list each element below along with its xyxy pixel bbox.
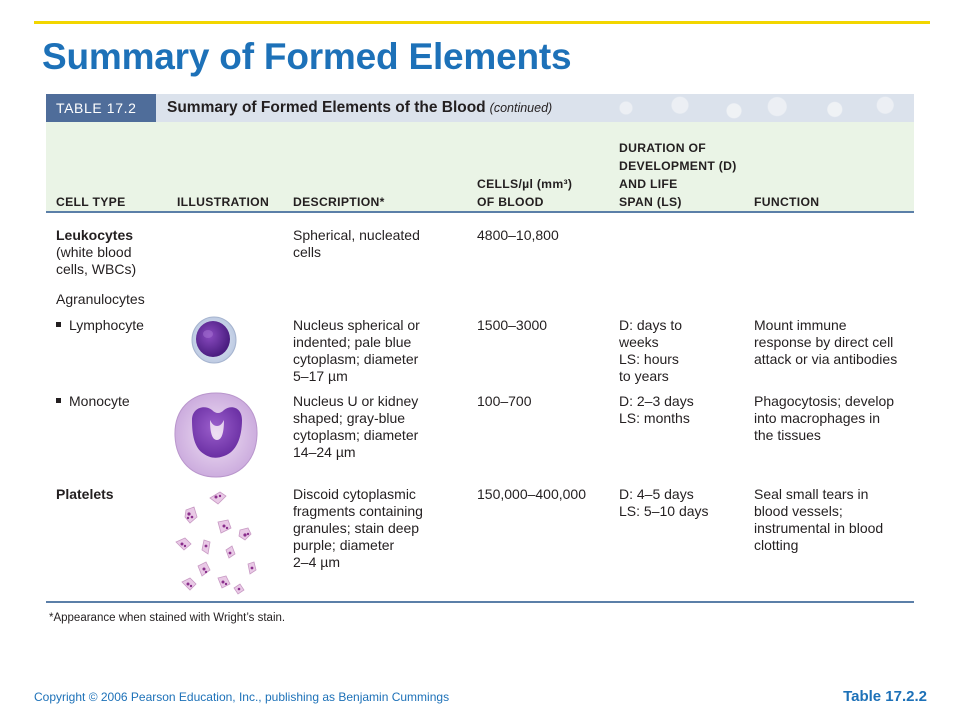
desc-lymphocyte-line: 5–17 µm	[293, 368, 348, 384]
table-caption	[167, 94, 552, 122]
function-monocyte-line: the tissues	[754, 427, 821, 443]
cell-type-monocyte-label: Monocyte	[69, 393, 130, 409]
header-cells-line2: OF BLOOD	[477, 195, 544, 209]
function-monocyte-line: into macrophages in	[754, 410, 881, 426]
function-platelets	[754, 486, 883, 554]
header-duration-line3: AND LIFE	[619, 177, 678, 191]
bullet-icon	[56, 322, 61, 327]
header-cell-type: CELL TYPE	[56, 195, 126, 209]
desc-leukocytes-line1: Spherical, nucleated	[293, 227, 420, 243]
duration-lymphocyte-line: weeks	[619, 334, 659, 350]
header-function: FUNCTION	[754, 195, 820, 209]
desc-monocyte-line: 14–24 µm	[293, 444, 356, 460]
duration-platelets-line: LS: 5–10 days	[619, 503, 709, 519]
desc-monocyte	[293, 393, 418, 461]
count-leukocytes: 4800–10,800	[477, 227, 559, 243]
desc-platelets-line: granules; stain deep	[293, 520, 420, 536]
header-cells-line1: CELLS/µl (mm³)	[477, 177, 573, 191]
table-bottom-rule	[46, 601, 914, 603]
cell-type-leukocytes-line3: cells, WBCs)	[56, 261, 137, 277]
table-caption-note: (continued)	[489, 101, 553, 115]
copyright-notice: Copyright © 2006 Pearson Education, Inc., publishing as Benjamin Cummings	[34, 690, 450, 704]
duration-lymphocyte-line: to years	[619, 368, 669, 384]
duration-platelets-line: D: 4–5 days	[619, 486, 694, 502]
lymphocyte-illustration	[190, 315, 238, 365]
function-lymphocyte-line: attack or via antibodies	[754, 351, 898, 367]
duration-monocyte	[619, 393, 694, 427]
top-accent-rule	[34, 21, 930, 24]
desc-platelets-line: purple; diameter	[293, 537, 395, 553]
slide-title: Summary of Formed Elements	[42, 36, 572, 77]
function-lymphocyte-line: Mount immune	[754, 317, 847, 333]
duration-monocyte-line: LS: months	[619, 410, 690, 426]
desc-leukocytes-line2: cells	[293, 244, 322, 260]
desc-monocyte-line: shaped; gray-blue	[293, 410, 406, 426]
count-platelets: 150,000–400,000	[477, 486, 586, 502]
desc-lymphocyte-line: indented; pale blue	[293, 334, 412, 350]
bullet-icon	[56, 398, 61, 403]
platelets-illustration	[168, 486, 264, 598]
desc-platelets-line: fragments containing	[293, 503, 423, 519]
table-number-tag: TABLE 17.2	[46, 94, 156, 122]
cell-type-leukocytes-line2: (white blood	[56, 244, 132, 260]
header-description: DESCRIPTION*	[293, 195, 385, 209]
desc-platelets-line: Discoid cytoplasmic	[293, 486, 416, 502]
header-duration-line1: DURATION OF	[619, 141, 707, 155]
duration-monocyte-line: D: 2–3 days	[619, 393, 694, 409]
duration-lymphocyte-line: LS: hours	[619, 351, 679, 367]
subgroup-agranulocytes: Agranulocytes	[56, 291, 145, 307]
cell-type-platelets: Platelets	[56, 486, 114, 502]
cell-type-lymphocyte	[56, 317, 144, 334]
header-duration-line2: DEVELOPMENT (D)	[619, 159, 737, 173]
desc-monocyte-line: Nucleus U or kidney	[293, 393, 419, 409]
cell-type-leukocytes: Leukocytes	[56, 227, 134, 243]
count-monocyte: 100–700	[477, 393, 532, 409]
duration-platelets	[619, 486, 709, 520]
duration-lymphocyte	[619, 317, 682, 385]
desc-platelets-line: 2–4 µm	[293, 554, 340, 570]
table-reference: Table 17.2.2	[843, 688, 927, 705]
cell-type-lymphocyte-label: Lymphocyte	[69, 317, 144, 333]
function-platelets-line: Seal small tears in	[754, 486, 869, 502]
table-caption-bar	[46, 94, 914, 122]
header-duration-line4: SPAN (LS)	[619, 195, 682, 209]
monocyte-illustration	[172, 390, 260, 480]
function-lymphocyte	[754, 317, 897, 368]
desc-lymphocyte	[293, 317, 420, 385]
desc-platelets	[293, 486, 423, 571]
header-illustration: ILLUSTRATION	[177, 195, 270, 209]
caption-bar-texture	[554, 94, 914, 122]
count-lymphocyte: 1500–3000	[477, 317, 548, 333]
function-platelets-line: clotting	[754, 537, 799, 553]
function-monocyte	[754, 393, 894, 444]
cell-type-monocyte	[56, 393, 130, 410]
function-lymphocyte-line: response by direct cell	[754, 334, 894, 350]
desc-lymphocyte-line: Nucleus spherical or	[293, 317, 420, 333]
function-platelets-line: blood vessels;	[754, 503, 843, 519]
table-caption-text: Summary of Formed Elements of the Blood	[167, 99, 486, 116]
desc-monocyte-line: cytoplasm; diameter	[293, 427, 419, 443]
function-platelets-line: instrumental in blood	[754, 520, 884, 536]
desc-lymphocyte-line: cytoplasm; diameter	[293, 351, 419, 367]
duration-lymphocyte-line: D: days to	[619, 317, 683, 333]
function-monocyte-line: Phagocytosis; develop	[754, 393, 895, 409]
table-footnote: *Appearance when stained with Wright’s stain.	[49, 612, 286, 624]
